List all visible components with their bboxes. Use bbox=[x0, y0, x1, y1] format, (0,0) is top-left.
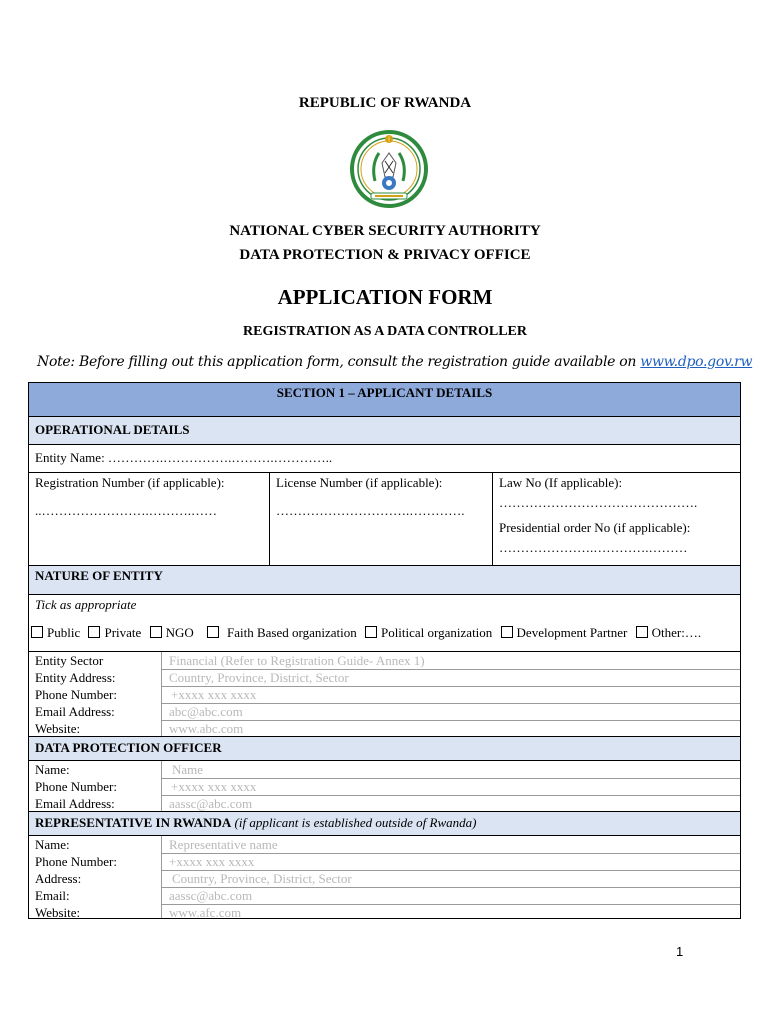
rep-email-input[interactable]: aassc@abc.com bbox=[169, 888, 253, 903]
field-separator bbox=[161, 703, 740, 704]
option-label: Faith Based organization bbox=[226, 625, 357, 640]
entity-name-field[interactable]: Entity Name: ………….…………….……….………….. bbox=[35, 450, 333, 465]
dpo-phone-label: Phone Number: bbox=[35, 779, 117, 794]
dpo-name-input[interactable]: Name bbox=[172, 762, 204, 777]
application-form bbox=[28, 382, 741, 919]
entity-fields bbox=[29, 652, 740, 737]
dpo-title: DATA PROTECTION OFFICER bbox=[35, 740, 222, 755]
entity-sector-label: Entity Sector bbox=[35, 653, 104, 668]
license-number-label: License Number (if applicable): bbox=[276, 475, 443, 490]
tick-instruction: Tick as appropriate bbox=[35, 597, 137, 612]
form-title: APPLICATION FORM bbox=[277, 285, 493, 309]
field-separator bbox=[161, 720, 740, 721]
entity-email-label: Email Address: bbox=[35, 704, 115, 719]
entity-email-input[interactable]: abc@abc.com bbox=[169, 704, 243, 719]
section-1-header bbox=[29, 383, 740, 417]
law-number-field[interactable]: ………………………………………. bbox=[499, 495, 698, 510]
operational-details-title: OPERATIONAL DETAILS bbox=[35, 422, 190, 437]
guide-note bbox=[37, 354, 752, 370]
representative-header bbox=[29, 812, 740, 836]
field-divider bbox=[161, 761, 162, 811]
entity-address-input[interactable]: Country, Province, District, Sector bbox=[169, 670, 349, 685]
office-heading: DATA PROTECTION & PRIVACY OFFICE bbox=[239, 247, 531, 263]
column-divider bbox=[492, 473, 493, 565]
checkbox-icon bbox=[636, 626, 648, 638]
development-partner-checkbox[interactable] bbox=[501, 625, 628, 640]
option-label: Public bbox=[47, 625, 81, 640]
ngo-checkbox[interactable] bbox=[150, 625, 194, 640]
presidential-order-label: Presidential order No (if applicable): bbox=[499, 520, 691, 535]
entity-sector-input[interactable]: Financial (Refer to Registration Guide- Annex 1) bbox=[169, 653, 425, 668]
rep-website-label: Website: bbox=[35, 905, 81, 920]
dpo-fields bbox=[29, 761, 740, 812]
column-divider bbox=[269, 473, 270, 565]
dpo-email-label: Email Address: bbox=[35, 796, 115, 811]
dpo-header bbox=[29, 737, 740, 761]
nature-of-entity-header bbox=[29, 566, 740, 595]
field-divider bbox=[161, 652, 162, 736]
dpo-phone-input[interactable]: +xxxx xxx xxxx bbox=[171, 779, 257, 794]
checkbox-icon bbox=[365, 626, 377, 638]
authority-heading: NATIONAL CYBER SECURITY AUTHORITY bbox=[229, 223, 541, 239]
entity-type-options bbox=[31, 625, 701, 641]
presidential-order-field[interactable]: ………………….………….……… bbox=[499, 540, 688, 555]
guide-note-text: Note: Before filling out this application form, consult the registration guide available on bbox=[37, 354, 641, 370]
entity-website-label: Website: bbox=[35, 721, 81, 736]
rep-email-label: Email: bbox=[35, 888, 70, 903]
registration-number-field[interactable]: ..…………………….……….…… bbox=[35, 503, 217, 518]
entity-name-row[interactable] bbox=[29, 445, 740, 473]
option-label: NGO bbox=[165, 625, 194, 640]
registration-number-label: Registration Number (if applicable): bbox=[35, 475, 225, 490]
checkbox-icon bbox=[150, 626, 162, 638]
field-divider bbox=[161, 836, 162, 918]
registration-row bbox=[29, 473, 740, 566]
law-number-label: Law No (If applicable): bbox=[499, 475, 623, 490]
rep-name-input[interactable]: Representative name bbox=[169, 837, 278, 852]
nature-of-entity-title: NATURE OF ENTITY bbox=[35, 568, 163, 583]
checkbox-icon bbox=[88, 626, 100, 638]
checkbox-icon bbox=[207, 626, 219, 638]
license-number-field[interactable]: ………………………….…………. bbox=[276, 503, 465, 518]
rep-website-input[interactable]: www.afc.com bbox=[169, 905, 242, 920]
political-checkbox[interactable] bbox=[365, 625, 492, 640]
option-label: Political organization bbox=[380, 625, 493, 640]
other-checkbox[interactable] bbox=[636, 625, 701, 640]
entity-type-row bbox=[29, 595, 740, 652]
public-checkbox[interactable] bbox=[31, 625, 80, 640]
dpo-name-label: Name: bbox=[35, 762, 70, 777]
entity-website-input[interactable]: www.abc.com bbox=[169, 721, 244, 736]
dpo-website-link[interactable]: www.dpo.gov.rw bbox=[640, 354, 753, 370]
private-checkbox[interactable] bbox=[88, 625, 141, 640]
field-separator bbox=[161, 904, 740, 905]
rep-address-label: Address: bbox=[35, 871, 82, 886]
option-label: Other:…. bbox=[651, 625, 702, 640]
entity-phone-label: Phone Number: bbox=[35, 687, 117, 702]
rwanda-seal-icon bbox=[349, 125, 429, 213]
rep-phone-input[interactable]: +xxxx xxx xxxx bbox=[169, 854, 255, 869]
rep-phone-label: Phone Number: bbox=[35, 854, 117, 869]
operational-details-header bbox=[29, 417, 740, 445]
section-1-title: SECTION 1 – APPLICANT DETAILS bbox=[276, 385, 493, 400]
entity-address-label: Entity Address: bbox=[35, 670, 116, 685]
entity-phone-input[interactable]: +xxxx xxx xxxx bbox=[171, 687, 257, 702]
checkbox-icon bbox=[501, 626, 513, 638]
page-number: 1 bbox=[676, 944, 684, 959]
representative-title bbox=[35, 815, 476, 831]
representative-fields bbox=[29, 836, 740, 918]
option-label: Development Partner bbox=[516, 625, 628, 640]
form-subtitle: REGISTRATION AS A DATA CONTROLLER bbox=[243, 324, 527, 339]
checkbox-icon bbox=[31, 626, 43, 638]
option-label: Private bbox=[104, 625, 142, 640]
rep-name-label: Name: bbox=[35, 837, 70, 852]
country-heading: REPUBLIC OF RWANDA bbox=[298, 95, 472, 111]
dpo-email-input[interactable]: aassc@abc.com bbox=[169, 796, 253, 811]
representative-note: (if applicant is established outside of Rwanda) bbox=[234, 815, 477, 830]
representative-heading: REPRESENTATIVE IN RWANDA bbox=[35, 815, 232, 830]
rep-address-input[interactable]: Country, Province, District, Sector bbox=[172, 871, 352, 886]
faith-based-checkbox[interactable] bbox=[207, 625, 357, 640]
